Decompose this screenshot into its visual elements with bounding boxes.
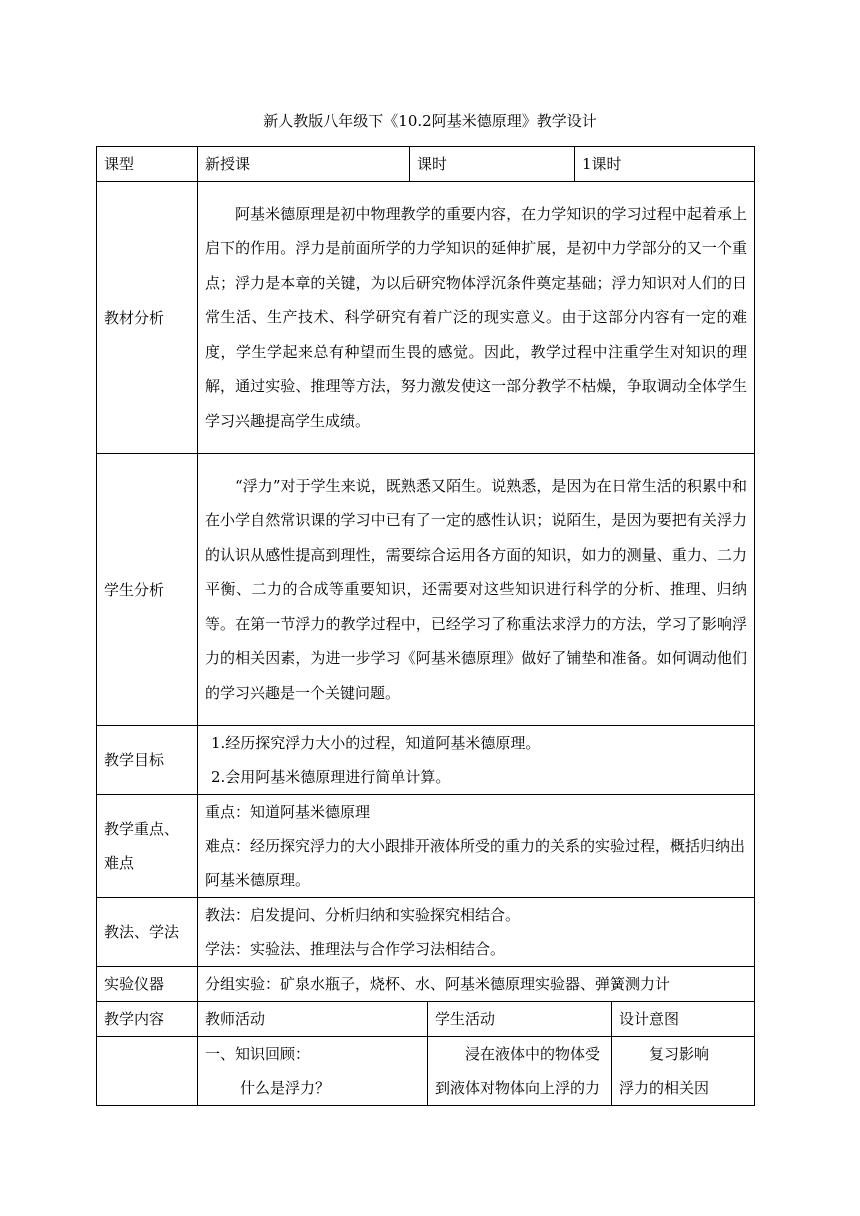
learning-method-text: 学法：实验法、推理法与合作学习法相结合。 bbox=[205, 940, 506, 958]
teaching-method-text: 教法：启发提问、分析归纳和实验探究相结合。 bbox=[205, 906, 521, 924]
table-row bbox=[97, 967, 755, 1002]
design-intent-line: 浮力的相关因 bbox=[619, 1079, 710, 1097]
class-hours-label: 课时 bbox=[410, 147, 575, 182]
design-intent-line: 复习影响 bbox=[649, 1045, 710, 1063]
lesson-plan-table bbox=[96, 146, 755, 1106]
objective-item: 1.经历探究浮力大小的过程，知道阿基米德原理。 bbox=[211, 734, 541, 752]
table-row bbox=[97, 182, 755, 454]
teacher-activity-question: 什么是浮力？ bbox=[240, 1079, 331, 1097]
student-activity-header: 学生活动 bbox=[428, 1002, 612, 1037]
teacher-activity-heading: 一、知识回顾： bbox=[205, 1045, 311, 1063]
difficulty-text: 难点：经历探究浮力的大小跟排开液体所受的重力的关系的实验过程，概括归纳出阿基米德原理。 bbox=[205, 837, 746, 889]
key-points-label: 教学重点、难点 bbox=[97, 795, 198, 898]
content-empty-cell bbox=[97, 1037, 198, 1106]
table-row bbox=[97, 898, 755, 967]
material-analysis-cell bbox=[198, 182, 755, 454]
teacher-activity-header: 教师活动 bbox=[198, 1002, 428, 1037]
student-analysis-text: “浮力”对于学生来说，既熟悉又陌生。说熟悉，是因为在日常生活的积累中和在小学自然常识课的学习中已有了一定的感性认识；说陌生，是因为要把有关浮力的认识从感性提高到理性，需要综合运用各方面的知识，如力的测量、重力、二力平衡、二力的合成等重要知识，还需要对这些知识进行科学的分析、推理、归纳等。在第一节浮力的教学过程中，已经学习了称重法求浮力的方法，学习了影响浮力的相关因素，为进一步学习《阿基米德原理》做好了铺垫和准备。如何调动他们的学习兴趣是一个关键问题。 bbox=[205, 476, 748, 702]
objectives-label: 教学目标 bbox=[97, 726, 198, 795]
equipment-label: 实验仪器 bbox=[97, 967, 198, 1002]
table-row bbox=[97, 1037, 755, 1106]
lesson-type-label: 课型 bbox=[97, 147, 198, 182]
equipment-text: 分组实验：矿泉水瓶子，烧杯、水、阿基米德原理实验器、弹簧测力计 bbox=[198, 967, 755, 1002]
student-activity-cell bbox=[428, 1037, 612, 1106]
student-activity-line: 浸在液体中的物体受 bbox=[465, 1045, 601, 1063]
teacher-activity-cell bbox=[198, 1037, 428, 1106]
methods-label: 教法、学法 bbox=[97, 898, 198, 967]
student-analysis-label: 学生分析 bbox=[97, 454, 198, 726]
table-row bbox=[97, 726, 755, 795]
key-points-cell bbox=[198, 795, 755, 898]
objectives-cell bbox=[198, 726, 755, 795]
methods-cell bbox=[198, 898, 755, 967]
table-row bbox=[97, 1002, 755, 1037]
student-analysis-cell bbox=[198, 454, 755, 726]
table-row bbox=[97, 147, 755, 182]
objective-item: 2.会用阿基米德原理进行简单计算。 bbox=[211, 768, 451, 786]
table-row bbox=[97, 795, 755, 898]
table-row bbox=[97, 454, 755, 726]
content-header-label: 教学内容 bbox=[97, 1002, 198, 1037]
student-activity-line: 到液体对物体向上浮的力 bbox=[435, 1079, 601, 1097]
document-title: 新人教版八年级下《10.2阿基米德原理》教学设计 bbox=[263, 112, 597, 130]
lesson-type-value: 新授课 bbox=[198, 147, 410, 182]
class-hours-value: 1课时 bbox=[575, 147, 755, 182]
design-intent-cell bbox=[612, 1037, 755, 1106]
material-analysis-text: 阿基米德原理是初中物理教学的重要内容，在力学知识的学习过程中起着承上启下的作用。浮力是前面所学的力学知识的延伸扩展，是初中力学部分的又一个重点；浮力是本章的关键，为以后研究物体浮沉条件奠定基础；浮力知识对人们的日常生活、生产技术、科学研究有着广泛的现实意义。由于这部分内容有一定的难度，学生学起来总有种望而生畏的感觉。因此，教学过程中注重学生对知识的理解，通过实验、推理等方法，努力激发使这一部分教学不枯燥，争取调动全体学生学习兴趣提高学生成绩。 bbox=[205, 204, 748, 430]
key-point-text: 重点：知道阿基米德原理 bbox=[205, 803, 371, 821]
material-analysis-label: 教材分析 bbox=[97, 182, 198, 454]
design-intent-header: 设计意图 bbox=[612, 1002, 755, 1037]
